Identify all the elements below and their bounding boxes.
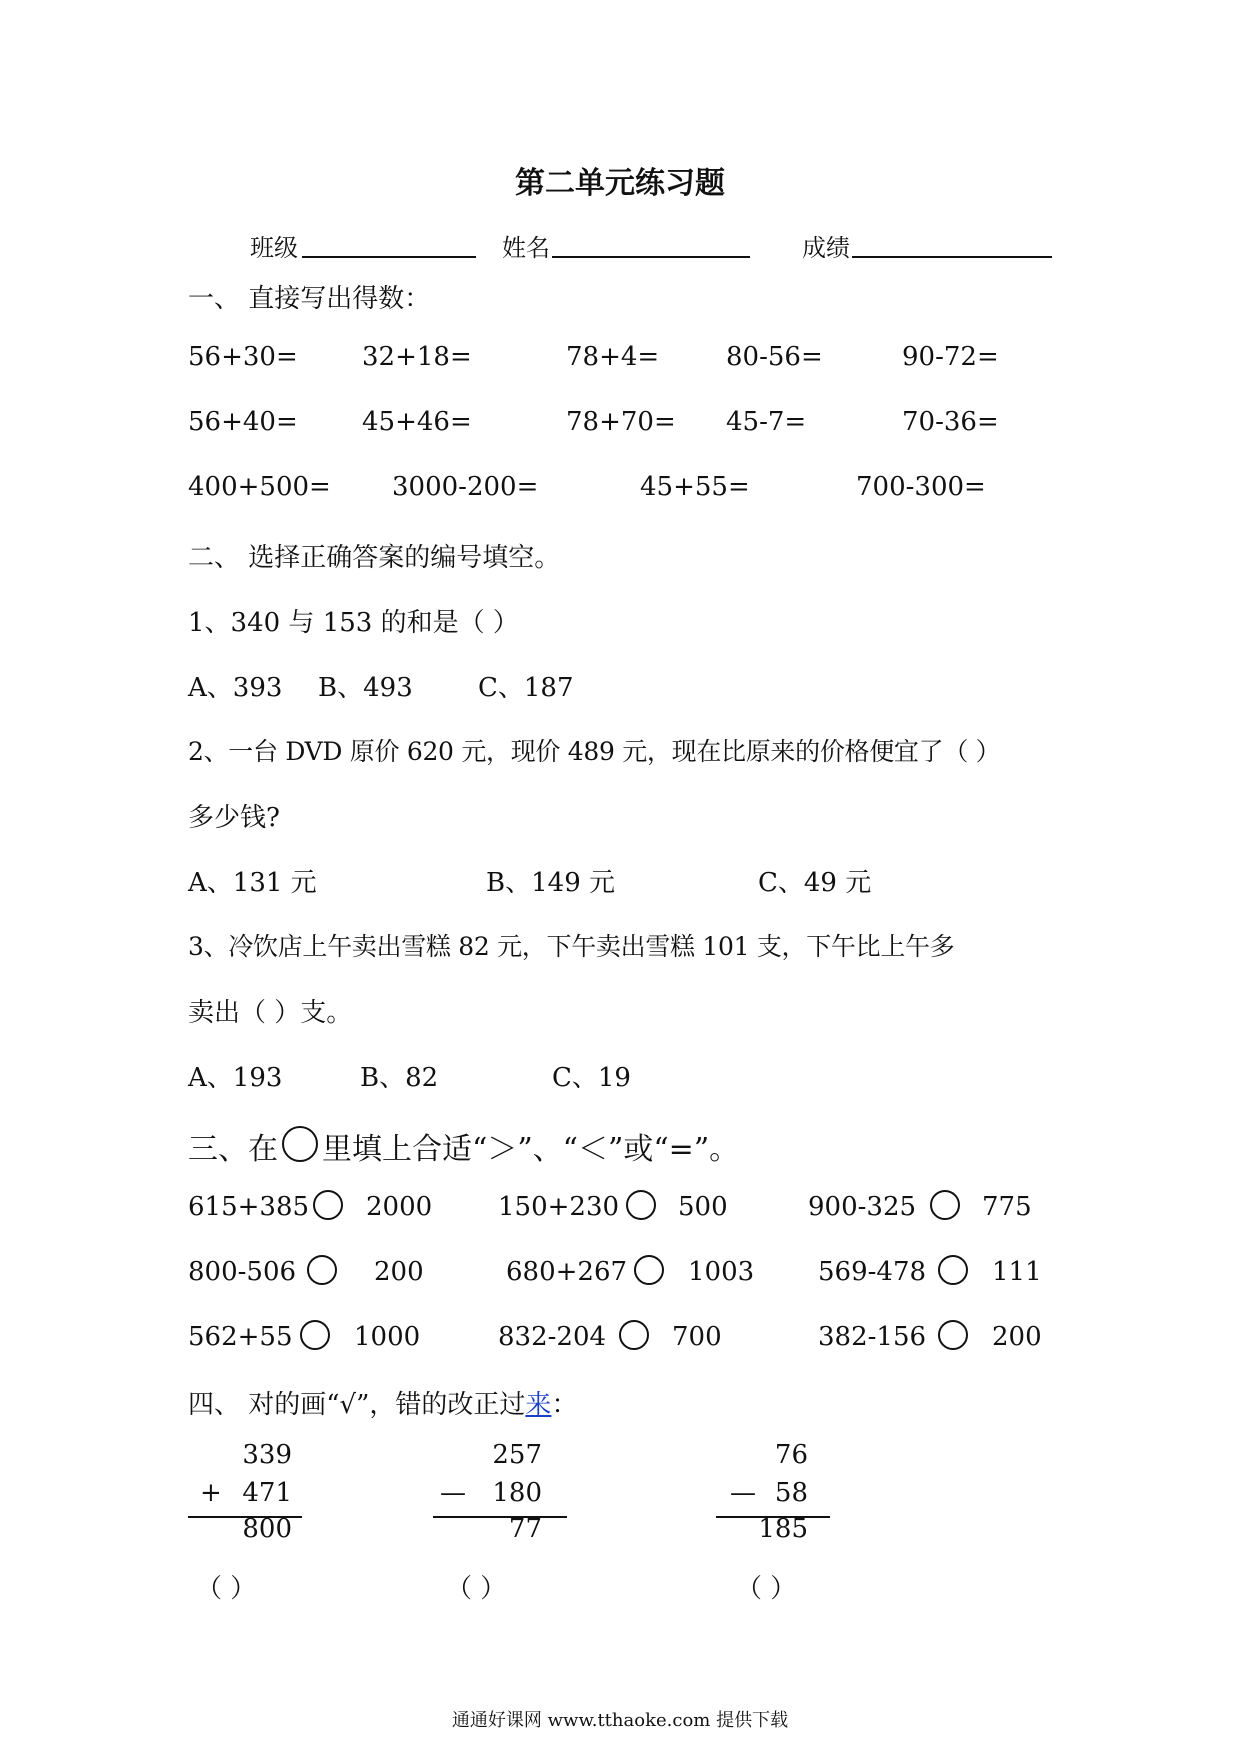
- s3-r2-left1: 800-506: [188, 1257, 297, 1287]
- s1-r1-c3: 78+4=: [566, 342, 660, 372]
- s3-r1-right2: 500: [678, 1192, 728, 1222]
- s1-r2-c5: 70-36=: [902, 407, 999, 437]
- s3-r3-left3: 382-156: [818, 1322, 927, 1352]
- s3-r3-right2: 700: [672, 1322, 722, 1352]
- s3-r2-right3: 111: [992, 1257, 1042, 1287]
- section4-heading-post: ：: [551, 1390, 578, 1420]
- s3-r2-right2: 1003: [688, 1257, 755, 1287]
- s3-r1-left1: 615+385: [188, 1192, 310, 1222]
- compare-circle[interactable]: [930, 1190, 960, 1220]
- section3-heading-pre: 三、在: [188, 1132, 278, 1167]
- section4-heading-pre: 四、 对的画“√”，错的改正过: [188, 1390, 526, 1420]
- q2-option-b: B、149 元: [486, 868, 615, 898]
- p3-op: —: [730, 1478, 756, 1508]
- s3-r1-right1: 2000: [366, 1192, 433, 1222]
- s3-r1-right3: 775: [982, 1192, 1032, 1222]
- s3-r2-left2: 680+267: [506, 1257, 628, 1287]
- p3-bottom: 58: [774, 1478, 808, 1508]
- q2-option-c: C、49 元: [758, 868, 872, 898]
- s1-r2-c2: 45+46=: [362, 407, 472, 437]
- p1-op: +: [200, 1478, 222, 1508]
- s3-r2-right1: 200: [374, 1257, 424, 1287]
- page-title: 第二单元练习题: [515, 166, 725, 201]
- compare-circle[interactable]: [300, 1320, 330, 1350]
- q3-option-b: B、82: [360, 1063, 439, 1093]
- circle-icon: [282, 1126, 318, 1162]
- s3-r3-right1: 1000: [354, 1322, 421, 1352]
- class-label: 班级: [250, 234, 298, 262]
- section1-heading: 一、 直接写出得数：: [188, 284, 431, 314]
- s3-r3-left2: 832-204: [498, 1322, 607, 1352]
- q1-option-a: A、393: [188, 673, 283, 703]
- q1-option-b: B、493: [318, 673, 413, 703]
- p3-result: 185: [758, 1514, 808, 1544]
- s3-r1-left2: 150+230: [498, 1192, 620, 1222]
- s3-r3-left1: 562+55: [188, 1322, 293, 1352]
- q2-text-cont: 多少钱?: [188, 803, 280, 833]
- score-blank[interactable]: [852, 256, 1052, 258]
- s3-r1-left3: 900-325: [808, 1192, 917, 1222]
- p2-result: 77: [508, 1514, 542, 1544]
- name-blank[interactable]: [552, 256, 750, 258]
- q1-option-c: C、187: [478, 673, 574, 703]
- q3-text-cont: 卖出（ ）支。: [188, 998, 353, 1028]
- s3-r3-right3: 200: [992, 1322, 1042, 1352]
- s1-r1-c2: 32+18=: [362, 342, 472, 372]
- compare-circle[interactable]: [619, 1320, 649, 1350]
- s1-r1-c1: 56+30=: [188, 342, 298, 372]
- p2-op: —: [440, 1478, 466, 1508]
- s1-r3-c4: 700-300=: [856, 472, 986, 502]
- s1-r1-c5: 90-72=: [902, 342, 999, 372]
- s3-r2-left3: 569-478: [818, 1257, 927, 1287]
- p3-answer-paren[interactable]: （ ）: [736, 1574, 797, 1604]
- section4-heading: [188, 1384, 577, 1421]
- footer-text: 通通好课网 www.tthaoke.com 提供下载: [451, 1710, 789, 1731]
- p2-top: 257: [492, 1440, 542, 1470]
- compare-circle[interactable]: [626, 1190, 656, 1220]
- s1-r3-c1: 400+500=: [188, 472, 331, 502]
- p2-bottom: 180: [492, 1478, 542, 1508]
- p2-answer-paren[interactable]: （ ）: [446, 1574, 507, 1604]
- compare-circle[interactable]: [634, 1255, 664, 1285]
- q1-text: 1、340 与 153 的和是（ ）: [188, 608, 519, 638]
- compare-circle[interactable]: [307, 1255, 337, 1285]
- q3-option-a: A、193: [188, 1063, 283, 1093]
- q3-option-c: C、19: [552, 1063, 631, 1093]
- q2-option-a: A、131 元: [188, 868, 317, 898]
- q3-text: 3、冷饮店上午卖出雪糕 82 元，下午卖出雪糕 101 支，下午比上午多: [188, 932, 955, 961]
- s1-r2-c3: 78+70=: [566, 407, 676, 437]
- section3-heading-post: 里填上合适“＞”、“＜”或“=”。: [322, 1132, 740, 1167]
- p1-bottom: 471: [242, 1478, 292, 1508]
- score-label: 成绩: [802, 234, 850, 262]
- compare-circle[interactable]: [938, 1255, 968, 1285]
- compare-circle[interactable]: [938, 1320, 968, 1350]
- section2-heading: 二、 选择正确答案的编号填空。: [188, 543, 561, 573]
- p1-result: 800: [242, 1514, 292, 1544]
- compare-circle[interactable]: [313, 1190, 343, 1220]
- q2-text: 2、一台 DVD 原价 620 元，现价 489 元，现在比原来的价格便宜了（ ）: [188, 737, 1001, 766]
- s1-r3-c3: 45+55=: [640, 472, 750, 502]
- name-label: 姓名: [502, 234, 550, 262]
- s1-r3-c2: 3000-200=: [392, 472, 539, 502]
- s1-r1-c4: 80-56=: [726, 342, 823, 372]
- s1-r2-c1: 56+40=: [188, 407, 298, 437]
- p3-top: 76: [774, 1440, 808, 1470]
- s1-r2-c4: 45-7=: [726, 407, 807, 437]
- p1-top: 339: [242, 1440, 292, 1470]
- class-blank[interactable]: [302, 256, 476, 258]
- p1-answer-paren[interactable]: （ ）: [196, 1574, 257, 1604]
- section4-heading-link[interactable]: 来: [525, 1390, 552, 1420]
